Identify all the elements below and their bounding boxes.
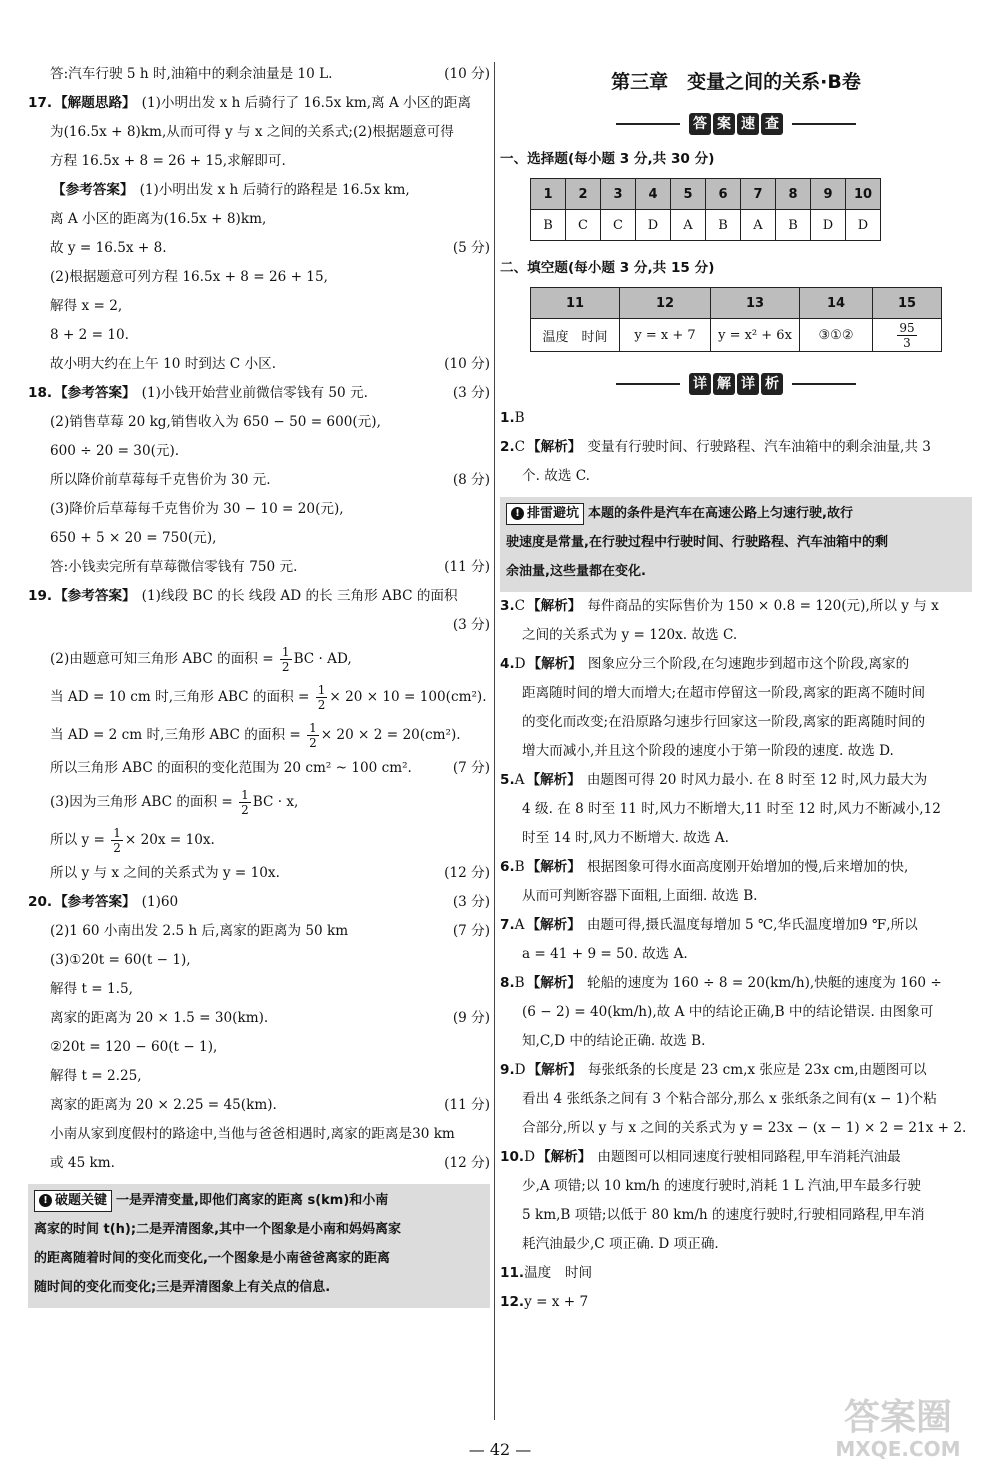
question-number: 9.	[500, 1062, 515, 1078]
text-line	[500, 462, 972, 491]
tip-line	[506, 499, 966, 528]
text-line	[500, 1201, 972, 1230]
line-text: (1)小明出发 x h 后骑行了 16.5x km,离 A 小区的距离	[141, 95, 472, 111]
answer-tag: 【参考答案】	[54, 385, 136, 401]
score: (12 分)	[444, 865, 490, 881]
line-text: B	[514, 859, 525, 875]
answer-tag: 【参考答案】	[54, 588, 136, 604]
text-line	[28, 205, 490, 234]
text-line	[500, 679, 972, 708]
line-text: 答:小钱卖完所有草莓微信零钱有 750 元.	[50, 559, 298, 575]
score: (5 分)	[452, 240, 490, 256]
fraction-denominator: 2	[241, 803, 249, 817]
line-text: 所以 y 与 x 之间的关系式为 y = 10x.	[50, 865, 280, 881]
question-number: 3.	[500, 598, 515, 614]
tip-text: 离家的时间 t(h);二是弄清图象,其中一个图象是小南和妈妈离家	[34, 1222, 402, 1237]
tip-line	[506, 557, 966, 586]
text-line	[500, 708, 972, 737]
line-text: 4 级. 在 8 时至 11 时,风力不断增大,11 时至 12 时,风力不断减小,12	[522, 801, 941, 817]
line-text: 方程 16.5x + 8 = 26 + 15,求解即可.	[50, 153, 286, 169]
text-line	[500, 1114, 972, 1143]
line-text: (2)1 60 小南出发 2.5 h 后,离家的距离为 50 km	[50, 923, 349, 939]
line-text: 所以三角形 ABC 的面积的变化范围为 20 cm² ~ 100 cm².	[50, 760, 412, 776]
bulb-icon: !	[511, 507, 524, 520]
header-cell: 14	[800, 288, 873, 319]
answer-cell: 温度 时间	[531, 319, 620, 352]
text-line	[500, 592, 972, 621]
fraction	[897, 321, 916, 350]
header-cell: 15	[873, 288, 942, 319]
text-line	[500, 1085, 972, 1114]
analysis-tag: 【解析】	[526, 975, 581, 991]
formula-suffix: × 20x = 10x.	[124, 832, 215, 848]
line-text: 由题可得,摄氏温度每增加 5 ℃,华氏温度增加9 ℉,所以	[586, 917, 918, 933]
text-line	[28, 946, 490, 975]
tip-label-text: 破题关键	[55, 1193, 108, 1208]
answer-tag: 【参考答案】	[52, 182, 134, 198]
header-cell: 4	[636, 179, 671, 210]
right-column	[500, 60, 972, 1317]
banner-char: 析	[761, 373, 783, 395]
line-text: 个. 故选 C.	[522, 468, 590, 484]
fill-answer-table	[530, 287, 942, 352]
table-header-row	[531, 288, 942, 319]
score: (3 分)	[452, 617, 490, 633]
header-cell: 11	[531, 288, 620, 319]
fraction	[111, 826, 123, 855]
line-text: 为(16.5x + 8)km,从而可得 y 与 x 之间的关系式;(2)根据题意可得	[50, 124, 454, 140]
line-text: 解得 t = 1.5,	[50, 981, 133, 997]
text-line	[500, 824, 972, 853]
tip-line	[34, 1273, 484, 1302]
watermark-logo	[810, 1398, 986, 1468]
line-text: 距离随时间的增大而增大;在超市停留这一阶段,离家的距离不随时间	[522, 685, 926, 701]
text-line	[500, 1172, 972, 1201]
question-number: 1.	[500, 410, 515, 426]
line-text: 小南从家到度假村的路途中,当他与爸爸相遇时,离家的距离是30 km	[50, 1126, 455, 1142]
question-number: 11.	[500, 1265, 525, 1281]
line-text: 650 + 5 × 20 = 750(元),	[50, 530, 217, 546]
question-number: 17.	[28, 95, 53, 111]
formula-prefix: 当 AD = 2 cm 时,三角形 ABC 的面积 =	[50, 727, 306, 743]
analysis-tag: 【解析】	[526, 772, 581, 788]
fraction-denominator: 2	[317, 698, 326, 712]
formula-suffix: BC · x,	[252, 794, 299, 810]
text-line	[28, 263, 490, 292]
header-cell: 10	[846, 179, 881, 210]
answers-banner	[500, 104, 972, 144]
solutions-banner	[500, 364, 972, 404]
question-number: 5.	[500, 772, 515, 788]
tip-label-text: 排雷避坑	[527, 506, 580, 521]
fraction-denominator: 3	[903, 335, 911, 350]
text-line	[500, 1056, 972, 1085]
tip-label	[506, 503, 584, 525]
text-line	[28, 379, 490, 408]
line-text: 图象应分三个阶段,在匀速跑步到超市这个阶段,离家的	[587, 656, 910, 672]
line-text: (1)小明出发 x h 后骑行的路程是 16.5x km,	[139, 182, 410, 198]
line-text: A	[514, 772, 525, 788]
header-cell: 2	[566, 179, 601, 210]
text-line	[28, 495, 490, 524]
tip-text: 随时间的变化而变化;三是弄清图象上有关点的信息.	[34, 1280, 331, 1295]
text-line	[28, 582, 490, 611]
line-text: ②20t = 120 − 60(t − 1),	[50, 1039, 218, 1055]
banner-rule-right	[792, 123, 856, 125]
section-heading: 二、填空题(每小题 3 分,共 15 分)	[500, 260, 715, 276]
line-text: 解得 x = 2,	[50, 298, 123, 314]
text-line	[28, 754, 490, 783]
line-text: C	[514, 598, 526, 614]
choice-answer-table	[530, 178, 881, 241]
text-line	[500, 1230, 972, 1259]
line-text: 由题图可得 20 时风力最小. 在 8 时至 12 时,风力最大为	[586, 772, 928, 788]
fraction-numerator: 95	[899, 320, 915, 335]
tip-line	[34, 1215, 484, 1244]
text-line	[28, 553, 490, 582]
text-line	[500, 795, 972, 824]
line-text: 离家的距离为 20 × 2.25 = 45(km).	[50, 1097, 277, 1113]
line-text: D	[524, 1149, 535, 1165]
answer-cell: D	[811, 210, 846, 241]
answer-cell	[873, 319, 942, 352]
tip-text: 一是弄清变量,即他们离家的距离 s(km)和小南	[116, 1193, 389, 1208]
text-line	[500, 911, 972, 940]
text-line	[500, 766, 972, 795]
pitfall-tip-box	[500, 497, 972, 592]
text-line	[500, 404, 972, 433]
line-text: 每张纸条的长度是 23 cm,x 张应是 23x cm,由题图可以	[587, 1062, 927, 1078]
text-line	[28, 437, 490, 466]
line-text: 离 A 小区的距离为(16.5x + 8)km,	[50, 211, 267, 227]
line-text: 每件商品的实际售价为 150 × 0.8 = 120(元),所以 y 与 x	[587, 598, 939, 614]
score: (8 分)	[452, 472, 490, 488]
analysis-tag: 【解析】	[537, 1149, 592, 1165]
answer-cell: C	[566, 210, 601, 241]
question-number: 12.	[500, 1294, 525, 1310]
answer-cell: B	[706, 210, 741, 241]
fraction-denominator: 2	[281, 660, 290, 674]
banner-char: 案	[713, 113, 735, 135]
line-text: D	[514, 1062, 526, 1078]
line-text: 5 km,B 项错;以低于 80 km/h 的速度行驶时,行驶相同路程,甲车消	[522, 1207, 925, 1223]
header-cell: 1	[531, 179, 566, 210]
formula-prefix: 所以 y =	[50, 832, 110, 848]
line-text: 故 y = 16.5x + 8.	[50, 240, 167, 256]
formula-line	[28, 678, 490, 716]
line-text: 根据图象可得水面高度刚开始增加的慢,后来增加的快,	[587, 859, 909, 875]
question-number: 7.	[500, 917, 515, 933]
text-line	[500, 621, 972, 650]
text-line	[28, 1120, 490, 1149]
analysis-tag: 【解析】	[526, 917, 581, 933]
text-line	[500, 940, 972, 969]
section-heading: 一、选择题(每小题 3 分,共 30 分)	[500, 151, 715, 167]
line-text: 答:汽车行驶 5 h 时,油箱中的剩余油量是 10 L.	[50, 66, 333, 82]
line-text: 所以降价前草莓每千克售价为 30 元.	[50, 472, 271, 488]
question-number: 6.	[500, 859, 515, 875]
header-cell: 6	[706, 179, 741, 210]
line-text: (3)①20t = 60(t − 1),	[50, 952, 191, 968]
text-line	[28, 1033, 490, 1062]
tip-line	[34, 1186, 484, 1215]
answer-cell: y = x² + 6x	[711, 319, 800, 352]
left-column	[28, 60, 490, 1308]
formula-line	[28, 640, 490, 678]
tip-label	[34, 1190, 112, 1212]
answer-cell: y = x + 7	[620, 319, 711, 352]
line-text: 知,C,D 中的结论正确. 故选 B.	[522, 1033, 706, 1049]
text-line	[500, 650, 972, 679]
score: (12 分)	[444, 1155, 490, 1171]
fraction-denominator: 2	[113, 841, 121, 855]
analysis-tag: 【解析】	[527, 439, 582, 455]
question-number: 20.	[28, 894, 53, 910]
line-text: 600 ÷ 20 = 30(元).	[50, 443, 180, 459]
text-line	[28, 408, 490, 437]
formula-suffix: × 20 × 10 = 100(cm²).	[329, 689, 487, 705]
text-line	[28, 176, 490, 205]
text-line	[28, 466, 490, 495]
text-line	[500, 1288, 972, 1317]
line-text: 增大而减小,并且这个阶段的速度小于第一阶段的速度. 故选 D.	[522, 743, 894, 759]
question-number: 18.	[28, 385, 53, 401]
text-line	[28, 118, 490, 147]
line-text: 8 + 2 = 10.	[50, 327, 129, 343]
formula-prefix: 当 AD = 10 cm 时,三角形 ABC 的面积 =	[50, 689, 314, 705]
text-line	[28, 859, 490, 888]
table-answer-row	[531, 210, 881, 241]
formula-suffix: BC · AD,	[293, 651, 352, 667]
text-line	[28, 89, 490, 118]
banner-char: 速	[737, 113, 759, 135]
fraction-denominator: 2	[309, 736, 317, 750]
text-line	[28, 888, 490, 917]
text-line	[28, 321, 490, 350]
formula-line	[28, 716, 490, 754]
score: (7 分)	[452, 923, 490, 939]
header-cell: 13	[711, 288, 800, 319]
line-text: 合部分,所以 y 与 x 之间的关系式为 y = 23x − (x − 1) × 2 = 21x + 2.	[522, 1120, 967, 1136]
answer-cell: D	[846, 210, 881, 241]
text-line	[28, 611, 490, 640]
banner-char: 详	[689, 373, 711, 395]
answer-cell: B	[776, 210, 811, 241]
tip-line	[34, 1244, 484, 1273]
question-number: 19.	[28, 588, 53, 604]
line-text: (2)销售草莓 20 kg,销售收入为 650 − 50 = 600(元),	[50, 414, 381, 430]
header-cell: 5	[671, 179, 706, 210]
text-line	[28, 975, 490, 1004]
text-line	[28, 1091, 490, 1120]
column-divider	[494, 62, 495, 1420]
question-number: 4.	[500, 656, 515, 672]
line-text: (3)降价后草莓每千克售价为 30 − 10 = 20(元),	[50, 501, 344, 517]
question-number: 2.	[500, 439, 515, 455]
header-cell: 8	[776, 179, 811, 210]
banner-rule-right	[792, 383, 856, 385]
text-line	[28, 524, 490, 553]
score: (3 分)	[452, 894, 490, 910]
line-text: 变量有行驶时间、行驶路程、汽车油箱中的剩余油量,共 3	[587, 439, 931, 455]
formula-line	[28, 821, 490, 859]
banner-rule-left	[616, 383, 680, 385]
header-cell: 7	[741, 179, 776, 210]
score: (11 分)	[444, 559, 490, 575]
text-line	[500, 1259, 972, 1288]
banner-rule-left	[616, 123, 680, 125]
line-text: 故小明大约在上午 10 时到达 C 小区.	[50, 356, 277, 372]
text-line	[28, 234, 490, 263]
analysis-tag: 【解析】	[527, 598, 582, 614]
line-text: A	[514, 917, 525, 933]
fraction-numerator: 1	[281, 645, 290, 659]
banner-char: 详	[737, 373, 759, 395]
answer-cell: D	[636, 210, 671, 241]
formula-suffix: × 20 × 2 = 20(cm²).	[320, 727, 461, 743]
text-line	[28, 147, 490, 176]
score: (3 分)	[452, 385, 490, 401]
line-text: 的变化而改变;在沿原路匀速步行回家这一阶段,离家的距离随时间的	[522, 714, 926, 730]
line-text: y = x + 7	[524, 1294, 589, 1310]
line-text: 少,A 项错;以 10 km/h 的速度行驶时,消耗 1 L 汽油,甲车最多行驶	[522, 1178, 921, 1194]
fraction-numerator: 1	[241, 788, 249, 802]
tip-text: 本题的条件是汽车在高速公路上匀速行驶,故行	[588, 506, 853, 521]
line-text: (6 − 2) = 40(km/h),故 A 中的结论正确,B 中的结论错误. 由图象可	[522, 1004, 934, 1020]
banner-char: 答	[689, 113, 711, 135]
analysis-tag: 【解析】	[527, 1062, 582, 1078]
answer-cell: B	[531, 210, 566, 241]
key-tip-box	[28, 1184, 490, 1308]
text-line	[500, 1027, 972, 1056]
text-line	[500, 853, 972, 882]
header-cell: 12	[620, 288, 711, 319]
line-text: 耗汽油最少,C 项正确. D 项正确.	[522, 1236, 719, 1252]
line-text: D	[514, 656, 526, 672]
text-line	[28, 1149, 490, 1178]
line-text: 之间的关系式为 y = 120x. 故选 C.	[522, 627, 738, 643]
text-line	[28, 60, 490, 89]
fraction-numerator: 1	[309, 721, 317, 735]
table-answer-row	[531, 319, 942, 352]
score: (10 分)	[444, 356, 490, 372]
answer-tag: 【参考答案】	[54, 894, 136, 910]
line-text: 从而可判断容器下面粗,上面细. 故选 B.	[522, 888, 758, 904]
score: (9 分)	[452, 1010, 490, 1026]
table-header-row	[531, 179, 881, 210]
tip-line	[506, 528, 966, 557]
line-text: (2)根据题意可列方程 16.5x + 8 = 26 + 15,	[50, 269, 328, 285]
page-number: — 42 —	[468, 1440, 532, 1459]
header-cell: 9	[811, 179, 846, 210]
tip-text: 驶速度是常量,在行驶过程中行驶时间、行驶路程、汽车油箱中的剩	[506, 535, 888, 550]
chapter-title: 第三章 变量之间的关系·B卷	[611, 71, 861, 93]
answer-cell: ③①②	[800, 319, 873, 352]
text-line	[500, 969, 972, 998]
fraction-numerator: 1	[113, 826, 121, 840]
formula-line	[28, 783, 490, 821]
watermark-url: MXQE.COM	[835, 1437, 961, 1461]
line-text: B	[514, 410, 525, 426]
banner-char: 解	[713, 373, 735, 395]
analysis-tag: 【解析】	[527, 656, 582, 672]
analysis-tag: 【解析】	[526, 859, 581, 875]
line-text: 或 45 km.	[50, 1155, 115, 1171]
answer-cell: C	[601, 210, 636, 241]
watermark-text: 答案圈	[843, 1397, 952, 1438]
line-text: 解得 t = 2.25,	[50, 1068, 142, 1084]
line-text: 由题图可以相同速度行驶相同路程,甲车消耗汽油最	[597, 1149, 901, 1165]
formula-prefix: (3)因为三角形 ABC 的面积 =	[50, 794, 238, 810]
score: (7 分)	[452, 760, 490, 776]
banner-char: 查	[761, 113, 783, 135]
text-line	[28, 1004, 490, 1033]
answer-tag: 【解题思路】	[54, 95, 136, 111]
text-line	[500, 1143, 972, 1172]
text-line	[500, 998, 972, 1027]
fraction	[316, 683, 328, 712]
line-text: a = 41 + 9 = 50. 故选 A.	[522, 946, 688, 962]
text-line	[28, 292, 490, 321]
question-number: 10.	[500, 1149, 525, 1165]
text-line	[500, 433, 972, 462]
line-text: 离家的距离为 20 × 1.5 = 30(km).	[50, 1010, 269, 1026]
header-cell: 3	[601, 179, 636, 210]
text-line	[500, 737, 972, 766]
tip-text: 的距离随着时间的变化而变化,一个图象是小南爸爸离家的距离	[34, 1251, 390, 1266]
text-line	[28, 917, 490, 946]
text-line	[28, 350, 490, 379]
answer-cell: A	[671, 210, 706, 241]
line-text: (1)线段 BC 的长 线段 AD 的长 三角形 ABC 的面积	[141, 588, 458, 604]
fraction	[307, 721, 319, 750]
question-number: 8.	[500, 975, 515, 991]
fraction-numerator: 1	[317, 683, 326, 697]
line-text: 轮船的速度为 160 ÷ 8 = 20(km/h),快艇的速度为 160 ÷	[587, 975, 942, 991]
fraction	[239, 788, 251, 817]
line-text: 看出 4 张纸条之间有 3 个粘合部分,那么 x 张纸条之间有(x − 1)个粘	[522, 1091, 937, 1107]
line-text: B	[514, 975, 525, 991]
line-text: 温度 时间	[524, 1265, 593, 1281]
line-text: (1)60	[141, 894, 179, 910]
text-line	[28, 1062, 490, 1091]
text-line	[500, 882, 972, 911]
score: (10 分)	[444, 66, 490, 82]
line-text: (1)小钱开始营业前微信零钱有 50 元.	[141, 385, 368, 401]
tip-text: 余油量,这些量都在变化.	[506, 564, 646, 579]
line-text: C	[514, 439, 526, 455]
bulb-icon: !	[39, 1194, 52, 1207]
line-text: 时至 14 时,风力不断增大. 故选 A.	[522, 830, 729, 846]
answer-cell: A	[741, 210, 776, 241]
fraction	[280, 645, 292, 674]
formula-prefix: (2)由题意可知三角形 ABC 的面积 =	[50, 651, 278, 667]
score: (11 分)	[444, 1097, 490, 1113]
